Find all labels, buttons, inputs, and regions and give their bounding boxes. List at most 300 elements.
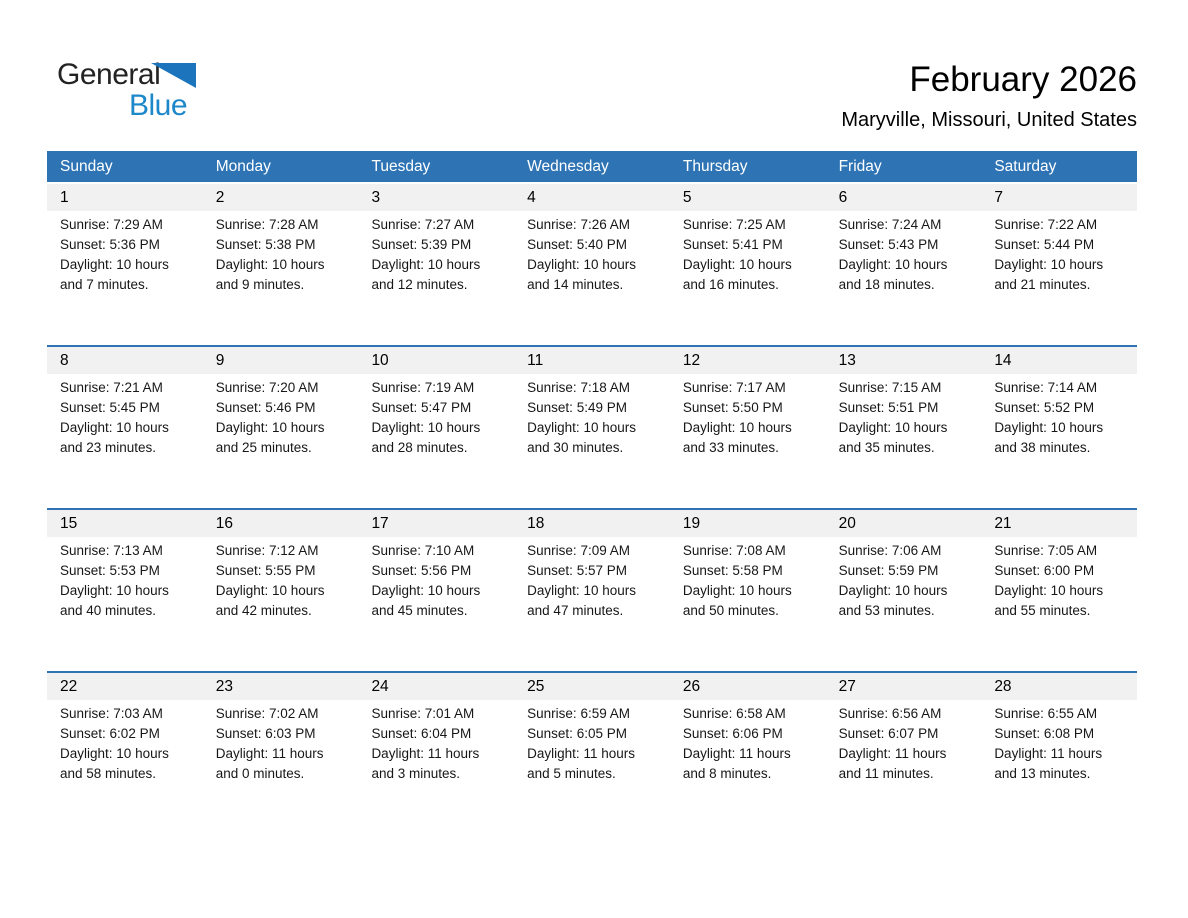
sunset-label: Sunset: [527,726,573,741]
sunrise-label: Sunrise: [527,543,577,558]
sunset-label: Sunset: [682,400,729,415]
day-cell [47,374,203,458]
sunrise-time: 7:19 AM [424,380,475,395]
sunset-line [683,561,812,581]
day-cell [981,374,1137,458]
day-number: 7 [994,188,1003,206]
sunrise-line [839,215,968,235]
daylight-duration: 11 hours and 5 minutes. [527,746,635,781]
weekday-header-row [47,151,1137,182]
day-number: 6 [838,188,848,206]
sunset-label: Sunset: [215,563,262,578]
day-cell [203,537,359,621]
sunset-line [683,235,812,255]
sunset-time: 5:56 PM [420,563,472,578]
page-title: February 2026 [909,60,1137,99]
sunset-label: Sunset: [527,563,573,578]
sunrise-line [527,541,656,561]
day-number-band [47,347,1137,374]
day-number-band [47,184,1137,211]
sunrise-line [683,378,812,398]
sunrise-label: Sunrise: [682,543,733,558]
sunrise-label: Sunrise: [215,380,266,395]
daylight-line [683,744,812,784]
page-header [0,0,1188,134]
daylight-line [683,581,812,621]
daylight-label: Daylight: [371,420,424,435]
day-cell [981,537,1137,621]
calendar-grid [47,184,1137,834]
daylight-line [683,255,812,295]
sunset-label: Sunset: [994,400,1041,415]
daylight-label: Daylight: [371,257,424,272]
day-number: 11 [527,351,544,369]
sunrise-line [60,215,189,235]
sunrise-line [371,704,500,724]
day-number: 22 [60,677,78,695]
sunset-label: Sunset: [371,400,418,415]
sunrise-line [371,541,500,561]
day-cell [670,537,826,621]
sunrise-time: 7:14 AM [1047,380,1098,395]
day-number: 28 [994,677,1012,695]
daylight-duration: 10 hours and 45 minutes. [371,583,481,618]
sunrise-time: 7:27 AM [424,217,475,232]
week-row [47,671,1137,834]
week-row [47,508,1137,671]
sunrise-time: 7:25 AM [736,217,786,232]
sunset-time: 5:51 PM [888,400,939,415]
daylight-line [839,581,968,621]
daylight-label: Daylight: [682,257,736,272]
sunset-label: Sunset: [215,400,262,415]
daylight-label: Daylight: [215,420,269,435]
day-number: 14 [994,351,1012,369]
day-number: 2 [215,188,225,206]
sunrise-label: Sunrise: [371,380,421,395]
sunrise-line [60,378,189,398]
sunrise-line [371,378,500,398]
sunrise-time: 7:22 AM [1047,217,1098,232]
sunset-time: 5:44 PM [1043,237,1095,252]
daylight-line [216,744,345,784]
daylight-label: Daylight: [527,746,580,761]
sunset-label: Sunset: [60,563,106,578]
day-cell [203,374,359,458]
day-cell [826,700,982,784]
daylight-label: Daylight: [994,257,1047,272]
sunrise-label: Sunrise: [60,217,110,232]
sunrise-label: Sunrise: [838,380,889,395]
day-number: 25 [527,677,545,695]
sunset-time: 6:05 PM [576,726,627,741]
day-cell [514,211,670,295]
sunset-label: Sunset: [527,400,573,415]
day-number: 5 [682,188,692,206]
sunset-line [216,724,345,744]
sunset-time: 5:52 PM [1043,400,1095,415]
daylight-duration: 10 hours and 16 minutes. [682,257,792,292]
sunrise-line [994,378,1123,398]
day-number: 18 [527,514,545,532]
week-row [47,345,1137,508]
day-cell [514,537,670,621]
day-cell [514,700,670,784]
day-cell [358,211,514,295]
day-cell [670,374,826,458]
sunset-time: 5:58 PM [732,563,783,578]
sunrise-line [216,378,345,398]
day-cell [514,374,670,458]
day-cell [826,537,982,621]
week-cells [47,211,1137,295]
sunrise-time: 7:18 AM [580,380,630,395]
daylight-line [994,581,1123,621]
day-cell [670,211,826,295]
weekday-header-cell: Friday [838,157,882,175]
sunset-line [527,398,656,418]
daylight-line [371,418,500,458]
sunset-label: Sunset: [994,563,1041,578]
sunrise-label: Sunrise: [994,217,1044,232]
sunset-line [60,235,189,255]
daylight-label: Daylight: [994,746,1047,761]
daylight-line [371,581,500,621]
sunrise-label: Sunrise: [682,217,733,232]
sunset-line [839,561,968,581]
sunset-label: Sunset: [838,726,885,741]
sunrise-line [60,704,189,724]
sunset-line [994,724,1123,744]
daylight-line [839,418,968,458]
daylight-duration: 11 hours and 13 minutes. [994,746,1103,781]
day-number: 8 [60,351,69,369]
weekday-header-cell: Wednesday [527,157,609,175]
sunrise-label: Sunrise: [215,706,266,721]
sunset-time: 5:57 PM [576,563,627,578]
sunrise-time: 7:26 AM [580,217,630,232]
sunrise-time: 7:13 AM [113,543,163,558]
sunset-line [371,724,500,744]
daylight-label: Daylight: [682,420,736,435]
sunrise-line [994,541,1123,561]
daylight-duration: 10 hours and 47 minutes. [527,583,636,618]
daylight-duration: 10 hours and 30 minutes. [527,420,636,455]
sunset-label: Sunset: [838,563,885,578]
sunset-label: Sunset: [994,726,1041,741]
weekday-header-cell: Saturday [994,157,1057,175]
sunrise-time: 7:20 AM [269,380,319,395]
sunrise-time: 7:02 AM [269,706,319,721]
daylight-label: Daylight: [994,420,1047,435]
sunrise-time: 7:08 AM [736,543,786,558]
logo-text-blue: Blue [129,89,188,122]
sunset-time: 5:59 PM [888,563,939,578]
sunrise-time: 7:05 AM [1047,543,1098,558]
sunrise-line [527,704,656,724]
day-cell [47,211,203,295]
daylight-line [839,255,968,295]
sunrise-line [839,704,968,724]
daylight-duration: 10 hours and 14 minutes. [527,257,636,292]
sunset-line [60,724,189,744]
sunrise-label: Sunrise: [371,543,421,558]
sunrise-line [527,378,656,398]
sunrise-time: 6:55 AM [1047,706,1098,721]
sunset-time: 5:40 PM [576,237,627,252]
daylight-label: Daylight: [371,583,424,598]
daylight-duration: 10 hours and 42 minutes. [215,583,325,618]
weekday-header-cell: Thursday [682,157,748,175]
daylight-label: Daylight: [838,746,892,761]
daylight-label: Daylight: [60,420,113,435]
daylight-duration: 10 hours and 55 minutes. [994,583,1104,618]
day-cell [358,700,514,784]
daylight-line [60,255,189,295]
daylight-duration: 10 hours and 40 minutes. [60,583,169,618]
sunset-time: 5:38 PM [265,237,316,252]
sunrise-label: Sunrise: [215,543,266,558]
sunset-line [216,561,345,581]
daylight-duration: 10 hours and 50 minutes. [682,583,792,618]
sunset-line [371,398,500,418]
daylight-line [371,744,500,784]
sunset-line [839,724,968,744]
daylight-label: Daylight: [60,257,113,272]
calendar-table [47,151,1137,834]
sunrise-label: Sunrise: [527,217,577,232]
day-number: 12 [682,351,701,369]
sunset-time: 6:03 PM [265,726,316,741]
day-number: 1 [60,188,69,206]
daylight-duration: 10 hours and 23 minutes. [60,420,169,455]
sunrise-label: Sunrise: [682,706,733,721]
week-cells [47,374,1137,458]
sunrise-line [839,541,968,561]
general-blue-logo [57,60,277,134]
daylight-label: Daylight: [215,746,269,761]
sunset-label: Sunset: [682,726,729,741]
sunset-time: 5:49 PM [576,400,627,415]
day-number: 21 [994,514,1012,532]
day-number: 23 [215,677,233,695]
sunrise-time: 7:29 AM [113,217,163,232]
sunset-line [216,235,345,255]
sunset-label: Sunset: [682,563,729,578]
sunrise-time: 6:59 AM [580,706,630,721]
sunrise-time: 7:10 AM [424,543,475,558]
daylight-line [683,418,812,458]
day-cell [358,537,514,621]
day-number: 26 [682,677,701,695]
sunrise-label: Sunrise: [60,380,110,395]
day-number: 4 [527,188,536,206]
daylight-duration: 10 hours and 33 minutes. [682,420,792,455]
sunrise-label: Sunrise: [527,706,577,721]
sunset-time: 5:45 PM [109,400,160,415]
sunset-line [994,561,1123,581]
sunrise-line [216,704,345,724]
daylight-label: Daylight: [215,257,269,272]
sunset-line [216,398,345,418]
sunset-line [527,235,656,255]
sunrise-label: Sunrise: [60,706,110,721]
sunset-line [527,561,656,581]
sunset-label: Sunset: [527,237,573,252]
sunrise-time: 7:28 AM [269,217,319,232]
day-cell [981,211,1137,295]
sunset-time: 5:47 PM [420,400,472,415]
sunrise-label: Sunrise: [994,706,1044,721]
sunset-label: Sunset: [60,726,106,741]
day-cell [203,700,359,784]
daylight-line [527,581,656,621]
sunset-line [994,235,1123,255]
sunset-time: 5:41 PM [732,237,783,252]
daylight-duration: 11 hours and 8 minutes. [682,746,791,781]
daylight-label: Daylight: [60,583,113,598]
daylight-line [60,581,189,621]
daylight-label: Daylight: [527,583,580,598]
day-number: 3 [371,188,381,206]
sunrise-label: Sunrise: [682,380,733,395]
sunset-line [683,724,812,744]
daylight-line [527,255,656,295]
sunset-label: Sunset: [371,563,418,578]
sunset-line [994,398,1123,418]
sunset-line [60,398,189,418]
day-number: 15 [60,514,78,532]
sunrise-label: Sunrise: [215,217,266,232]
sunrise-time: 7:24 AM [891,217,942,232]
sunset-label: Sunset: [838,400,885,415]
day-cell [358,374,514,458]
sunset-time: 6:06 PM [732,726,783,741]
daylight-line [60,418,189,458]
sunset-line [683,398,812,418]
daylight-line [60,744,189,784]
sunrise-line [683,541,812,561]
daylight-duration: 10 hours and 21 minutes. [994,257,1104,292]
sunset-label: Sunset: [60,400,106,415]
daylight-label: Daylight: [527,257,580,272]
sunrise-line [60,541,189,561]
logo-text-general: General [57,58,161,91]
day-number: 24 [371,677,389,695]
sunrise-time: 7:06 AM [891,543,942,558]
daylight-line [994,418,1123,458]
sunrise-label: Sunrise: [838,706,889,721]
daylight-label: Daylight: [994,583,1047,598]
daylight-duration: 10 hours and 7 minutes. [60,257,169,292]
sunrise-time: 7:01 AM [424,706,475,721]
daylight-label: Daylight: [682,746,736,761]
sunset-line [527,724,656,744]
daylight-line [839,744,968,784]
sunset-line [371,235,500,255]
sunset-time: 5:39 PM [420,237,472,252]
daylight-duration: 11 hours and 3 minutes. [371,746,480,781]
day-cell [203,211,359,295]
sunset-label: Sunset: [994,237,1041,252]
daylight-line [527,744,656,784]
daylight-duration: 11 hours and 11 minutes. [838,746,947,781]
daylight-label: Daylight: [371,746,424,761]
daylight-line [994,744,1123,784]
sunset-line [60,561,189,581]
day-number: 13 [838,351,856,369]
sunrise-line [371,215,500,235]
sunrise-line [216,541,345,561]
day-cell [47,700,203,784]
sunrise-line [839,378,968,398]
sunrise-label: Sunrise: [838,217,889,232]
sunset-label: Sunset: [60,237,106,252]
sunrise-line [683,215,812,235]
day-number: 16 [215,514,233,532]
daylight-line [216,581,345,621]
sunrise-label: Sunrise: [527,380,577,395]
logo-triangle-icon [151,63,196,88]
daylight-label: Daylight: [527,420,580,435]
sunrise-label: Sunrise: [60,543,110,558]
daylight-duration: 10 hours and 58 minutes. [60,746,169,781]
sunrise-time: 6:56 AM [891,706,942,721]
sunrise-line [683,704,812,724]
sunrise-line [994,704,1123,724]
day-number-band [47,510,1137,537]
day-number: 20 [838,514,856,532]
sunset-label: Sunset: [682,237,729,252]
sunrise-time: 7:17 AM [736,380,786,395]
sunrise-label: Sunrise: [994,380,1044,395]
day-number: 10 [371,351,389,369]
daylight-line [527,418,656,458]
weekday-header-cell: Tuesday [371,157,431,175]
day-number: 17 [371,514,389,532]
sunrise-label: Sunrise: [371,706,421,721]
week-cells [47,537,1137,621]
sunset-line [371,561,500,581]
day-number-band [47,673,1137,700]
sunrise-time: 7:15 AM [891,380,942,395]
daylight-label: Daylight: [838,257,892,272]
sunrise-time: 7:03 AM [113,706,163,721]
sunset-label: Sunset: [215,237,262,252]
week-cells [47,700,1137,784]
day-cell [826,211,982,295]
sunrise-time: 7:12 AM [269,543,319,558]
sunset-time: 6:02 PM [109,726,160,741]
sunrise-line [994,215,1123,235]
daylight-label: Daylight: [60,746,113,761]
sunrise-line [527,215,656,235]
sunset-label: Sunset: [215,726,262,741]
sunrise-line [216,215,345,235]
daylight-duration: 11 hours and 0 minutes. [215,746,324,781]
sunrise-label: Sunrise: [994,543,1044,558]
sunset-label: Sunset: [838,237,885,252]
daylight-line [216,255,345,295]
week-row [47,184,1137,345]
sunset-time: 5:46 PM [265,400,316,415]
daylight-duration: 10 hours and 53 minutes. [838,583,948,618]
day-number: 27 [838,677,856,695]
daylight-line [216,418,345,458]
day-number: 19 [682,514,701,532]
page-subtitle: Maryville, Missouri, United States [841,109,1137,131]
sunrise-label: Sunrise: [838,543,889,558]
